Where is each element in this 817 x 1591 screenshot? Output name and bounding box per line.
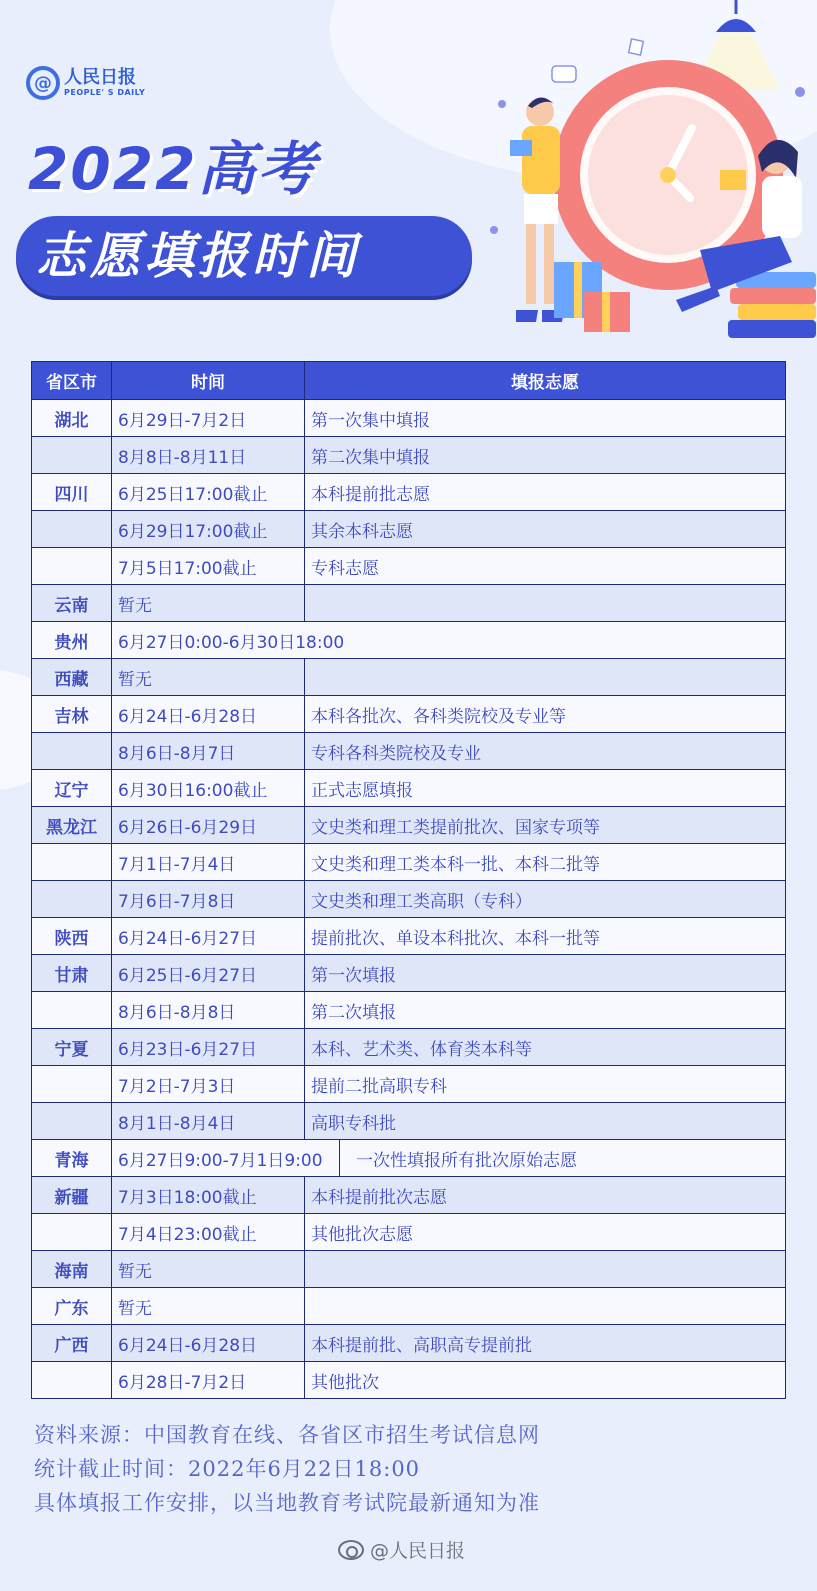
table-row xyxy=(32,474,786,511)
page-title: 2022高考 xyxy=(28,135,318,203)
cell-time: 7月1日-7月4日 xyxy=(112,844,305,881)
cell-desc xyxy=(305,659,786,696)
table-row xyxy=(32,511,786,548)
cell-province xyxy=(32,733,112,770)
cell-province: 辽宁 xyxy=(32,770,112,807)
cell-time: 8月8日-8月11日 xyxy=(112,437,305,474)
schedule-table xyxy=(31,361,786,1399)
logo-cn: 人民日报 xyxy=(64,67,136,88)
table-row xyxy=(32,1362,786,1399)
table-row xyxy=(32,844,786,881)
subtitle-pill xyxy=(16,216,472,296)
cell-desc: 文史类和理工类本科一批、本科二批等 xyxy=(305,844,786,881)
cell-time: 6月26日-6月29日 xyxy=(112,807,305,844)
cell-time: 6月24日-6月28日 xyxy=(112,1325,305,1362)
page-subtitle: 志愿填报时间 xyxy=(36,227,360,285)
cell-desc: 本科提前批志愿 xyxy=(305,474,786,511)
cell-time: 7月6日-7月8日 xyxy=(112,881,305,918)
table-row xyxy=(32,1066,786,1103)
cell-desc: 其他批次志愿 xyxy=(305,1214,786,1251)
cell-time: 8月1日-8月4日 xyxy=(112,1103,305,1140)
table-row xyxy=(32,992,786,1029)
cell-province: 云南 xyxy=(32,585,112,622)
header-time: 时间 xyxy=(112,362,305,400)
cell-province: 广西 xyxy=(32,1325,112,1362)
table-row xyxy=(32,1029,786,1066)
cell-desc: 提前批次、单设本科批次、本科一批等 xyxy=(305,918,786,955)
cell-province xyxy=(32,437,112,474)
cell-time: 暂无 xyxy=(112,1288,305,1325)
cell-desc: 第一次集中填报 xyxy=(305,400,786,437)
cell-province xyxy=(32,1103,112,1140)
cell-province: 宁夏 xyxy=(32,1029,112,1066)
cell-province xyxy=(32,992,112,1029)
table-row xyxy=(32,696,786,733)
cell-time: 6月28日-7月2日 xyxy=(112,1362,305,1399)
cell-province: 贵州 xyxy=(32,622,112,659)
cell-desc: 第一次填报 xyxy=(305,955,786,992)
cell-time: 7月3日18:00截止 xyxy=(112,1177,305,1214)
cell-desc: 文史类和理工类提前批次、国家专项等 xyxy=(305,807,786,844)
cell-desc: 本科提前批、高职高专提前批 xyxy=(305,1325,786,1362)
header-desc: 填报志愿 xyxy=(305,362,786,400)
cell-desc: 专科志愿 xyxy=(305,548,786,585)
watermark-text: @人民日报 xyxy=(370,1540,466,1562)
cell-time: 6月29日-7月2日 xyxy=(112,400,305,437)
cell-time: 8月6日-8月7日 xyxy=(112,733,305,770)
cell-province: 青海 xyxy=(32,1140,112,1177)
cell-time: 暂无 xyxy=(112,659,305,696)
cell-province: 吉林 xyxy=(32,696,112,733)
cell-province xyxy=(32,881,112,918)
cell-desc: 一次性填报所有批次原始志愿 xyxy=(356,1150,577,1171)
table-row xyxy=(32,918,786,955)
cell-desc: 正式志愿填报 xyxy=(305,770,786,807)
footer-notes xyxy=(34,1418,540,1520)
table-row xyxy=(32,437,786,474)
clock-illustration xyxy=(480,0,817,360)
table-row xyxy=(32,770,786,807)
cell-desc xyxy=(305,1251,786,1288)
cell-desc xyxy=(305,1288,786,1325)
cell-province xyxy=(32,548,112,585)
table-row xyxy=(32,955,786,992)
cell-time: 6月27日0:00-6月30日18:00 xyxy=(112,622,786,659)
cell-desc: 专科各科类院校及专业 xyxy=(305,733,786,770)
table-row xyxy=(32,1251,786,1288)
arrangement-note: 具体填报工作安排，以当地教育考试院最新通知为准 xyxy=(34,1491,540,1515)
cell-desc: 高职专科批 xyxy=(305,1103,786,1140)
cell-province: 广东 xyxy=(32,1288,112,1325)
table-row xyxy=(32,548,786,585)
cell-province xyxy=(32,1066,112,1103)
table-row xyxy=(32,733,786,770)
cell-time: 6月27日9:00-7月1日9:00 xyxy=(112,1140,340,1176)
table-row xyxy=(32,622,786,659)
cell-time: 6月23日-6月27日 xyxy=(112,1029,305,1066)
cell-time: 6月29日17:00截止 xyxy=(112,511,305,548)
table-row xyxy=(32,1177,786,1214)
logo xyxy=(26,66,145,100)
cell-desc: 其他批次 xyxy=(305,1362,786,1399)
deadline-note: 统计截止时间：2022年6月22日18:00 xyxy=(34,1457,421,1481)
table-row xyxy=(32,1325,786,1362)
cell-desc: 本科提前批次志愿 xyxy=(305,1177,786,1214)
table-row xyxy=(32,1103,786,1140)
cell-province xyxy=(32,1362,112,1399)
cell-province xyxy=(32,844,112,881)
table-header-row xyxy=(32,362,786,400)
cell-desc: 第二次集中填报 xyxy=(305,437,786,474)
header-province: 省区市 xyxy=(32,362,112,400)
cell-province: 甘肃 xyxy=(32,955,112,992)
cell-time: 6月25日17:00截止 xyxy=(112,474,305,511)
cell-desc: 第二次填报 xyxy=(305,992,786,1029)
cell-province xyxy=(32,511,112,548)
cell-desc: 提前二批高职专科 xyxy=(305,1066,786,1103)
cell-province: 四川 xyxy=(32,474,112,511)
cell-time: 7月5日17:00截止 xyxy=(112,548,305,585)
weibo-icon xyxy=(338,1540,364,1560)
cell-desc: 本科各批次、各科类院校及专业等 xyxy=(305,696,786,733)
cell-time: 8月6日-8月8日 xyxy=(112,992,305,1029)
table-row xyxy=(32,1214,786,1251)
cell-time: 7月4日23:00截止 xyxy=(112,1214,305,1251)
table-body xyxy=(32,400,786,1399)
table-row xyxy=(32,807,786,844)
logo-text xyxy=(64,69,145,97)
cell-desc: 本科、艺术类、体育类本科等 xyxy=(305,1029,786,1066)
cell-time: 7月2日-7月3日 xyxy=(112,1066,305,1103)
cell-desc: 其余本科志愿 xyxy=(305,511,786,548)
table-row xyxy=(32,659,786,696)
cell-province: 黑龙江 xyxy=(32,807,112,844)
cell-province: 海南 xyxy=(32,1251,112,1288)
table-row xyxy=(32,585,786,622)
cell-time: 6月30日16:00截止 xyxy=(112,770,305,807)
table-row xyxy=(32,400,786,437)
table-row xyxy=(32,881,786,918)
watermark xyxy=(338,1536,465,1563)
cell-time-desc xyxy=(112,1140,786,1177)
table-row xyxy=(32,1288,786,1325)
logo-en: PEOPLE' S DAILY xyxy=(64,88,146,97)
cell-time: 暂无 xyxy=(112,1251,305,1288)
cell-desc xyxy=(305,585,786,622)
logo-at-icon: @ xyxy=(26,66,60,100)
cell-desc: 文史类和理工类高职（专科） xyxy=(305,881,786,918)
cell-province: 陕西 xyxy=(32,918,112,955)
cell-province: 新疆 xyxy=(32,1177,112,1214)
cell-time: 6月24日-6月28日 xyxy=(112,696,305,733)
cell-time: 6月25日-6月27日 xyxy=(112,955,305,992)
cell-province: 湖北 xyxy=(32,400,112,437)
cell-time: 6月24日-6月27日 xyxy=(112,918,305,955)
cell-province xyxy=(32,1214,112,1251)
source-note: 资料来源：中国教育在线、各省区市招生考试信息网 xyxy=(34,1423,540,1447)
table-row xyxy=(32,1140,786,1177)
cell-province: 西藏 xyxy=(32,659,112,696)
cell-time: 暂无 xyxy=(112,585,305,622)
